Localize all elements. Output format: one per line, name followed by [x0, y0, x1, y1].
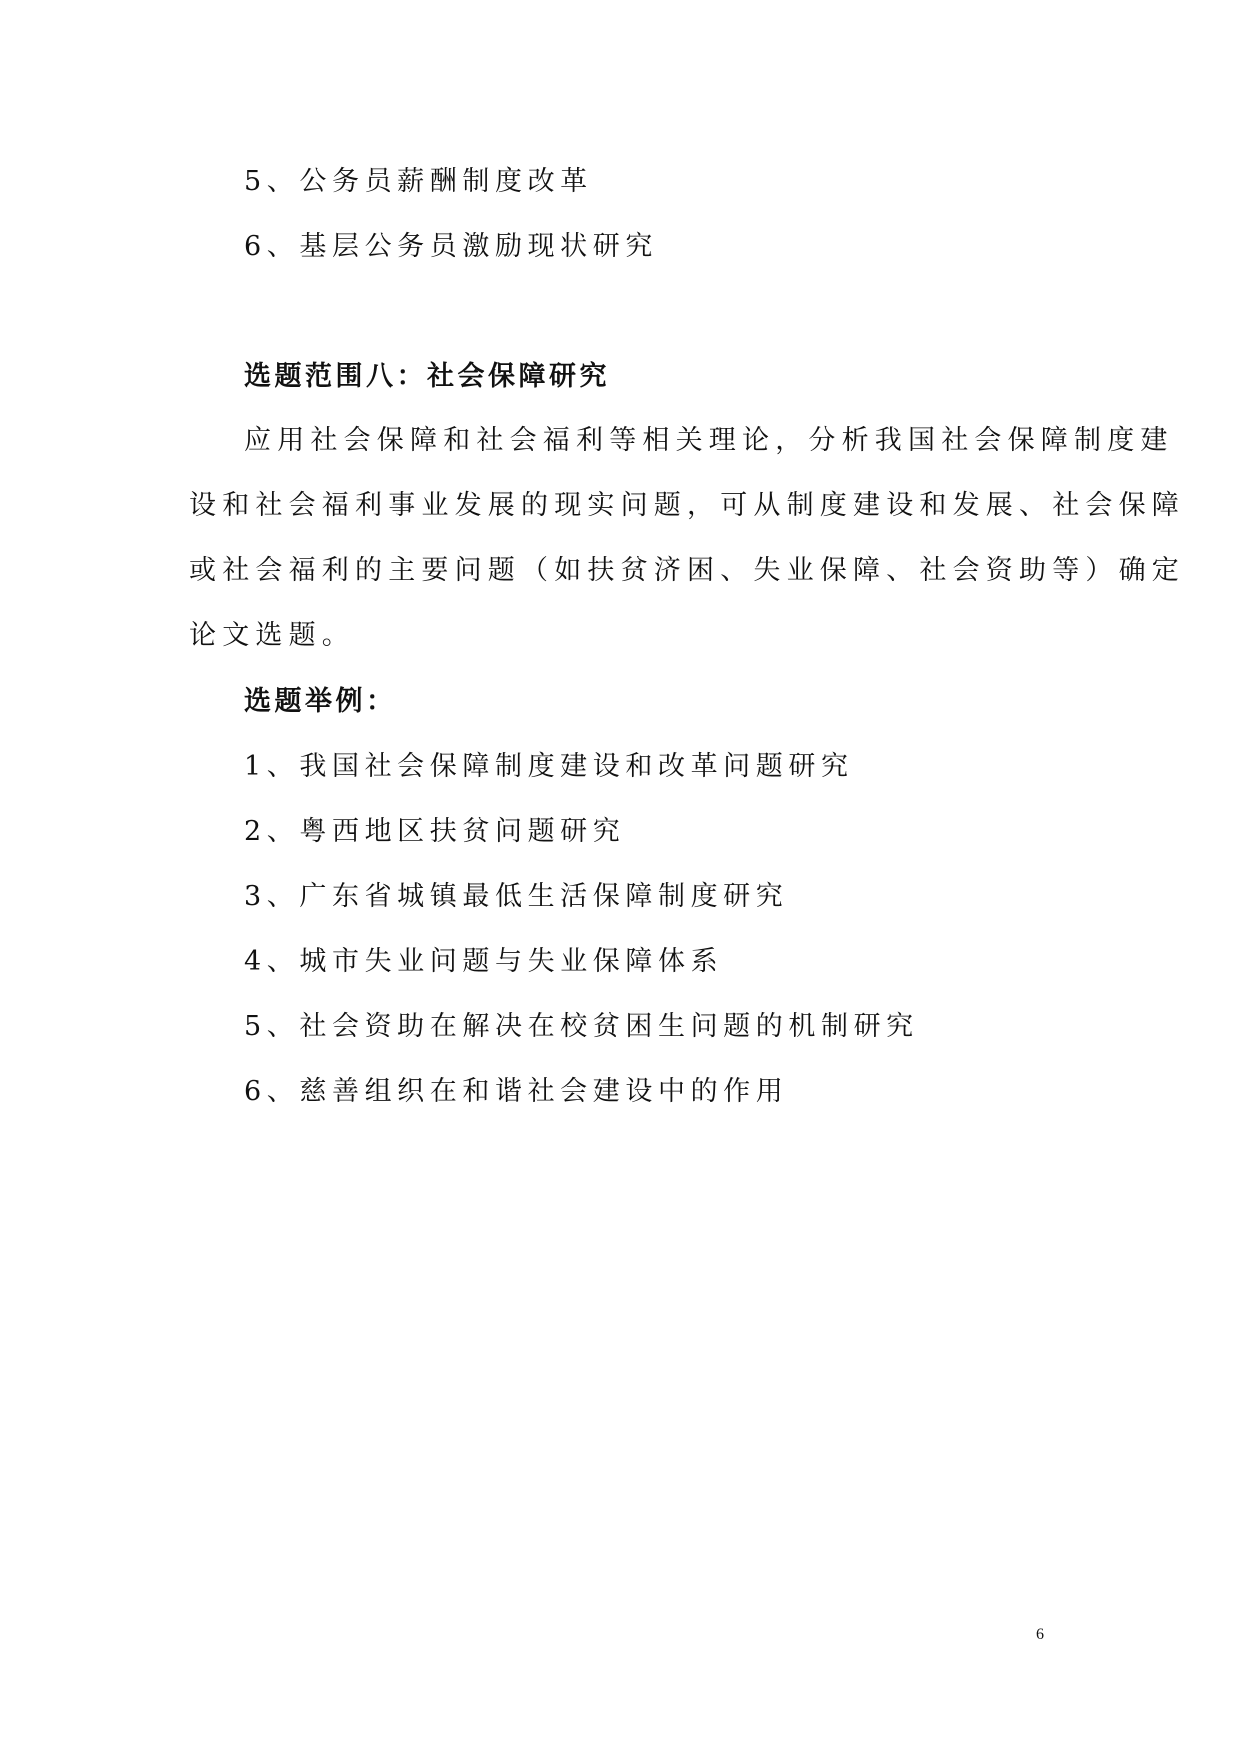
page-number: 6 — [1036, 1626, 1044, 1643]
section-heading: 选题范围八：社会保障研究 — [244, 361, 610, 392]
list-item: 6、慈善组织在和谐社会建设中的作用 — [244, 1076, 789, 1107]
list-item: 5、社会资助在解决在校贫困生问题的机制研究 — [244, 1011, 919, 1042]
list-item: 6、基层公务员激励现状研究 — [244, 231, 658, 262]
paragraph-line: 或社会福利的主要问题（如扶贫济困、失业保障、社会资助等）确定 — [189, 555, 1185, 586]
list-item: 5、公务员薪酬制度改革 — [244, 166, 593, 197]
list-item: 2、粤西地区扶贫问题研究 — [244, 816, 626, 847]
paragraph-line: 应用社会保障和社会福利等相关理论，分析我国社会保障制度建 — [244, 425, 1174, 456]
paragraph-line: 论文选题。 — [189, 620, 355, 651]
paragraph-line: 设和社会福利事业发展的现实问题，可从制度建设和发展、社会保障 — [189, 490, 1185, 521]
list-item: 3、广东省城镇最低生活保障制度研究 — [244, 881, 789, 912]
list-item: 1、我国社会保障制度建设和改革问题研究 — [244, 751, 854, 782]
list-item: 4、城市失业问题与失业保障体系 — [244, 946, 724, 977]
examples-heading: 选题举例： — [244, 686, 397, 717]
